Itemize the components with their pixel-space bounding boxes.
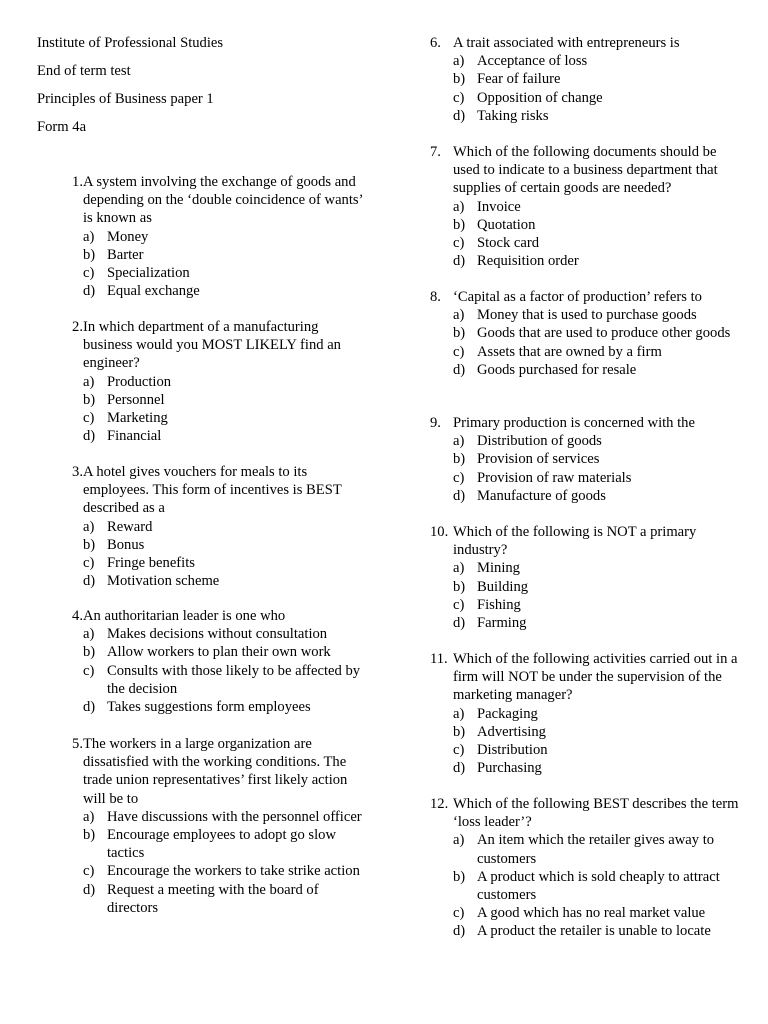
answer-option [453,361,740,379]
test-title: End of term test [37,63,131,79]
question-number [430,795,453,831]
option-letter: b) [453,451,466,468]
option-letter: b) [83,644,96,661]
option-text: Advertising [477,723,546,740]
option-text: Request a meeting with the board of directors [107,881,319,916]
option-letter: d) [453,361,466,378]
answer-option [453,868,740,904]
option-letter: c) [83,410,95,427]
option-list [430,306,740,379]
question-number [37,463,83,518]
question-number [430,650,453,705]
answer-option [453,252,740,270]
answer-option [453,922,740,940]
option-text: Specialization [107,265,190,282]
option-text: Have discussions with the personnel officer [107,808,362,825]
option-list [430,198,740,271]
option-letter: a) [453,705,465,722]
option-letter: b) [83,536,96,553]
option-text: Money that is used to purchase goods [477,307,697,324]
answer-option [453,107,740,125]
option-letter: d) [83,428,96,445]
option-text: Motivation scheme [107,573,220,590]
question-text: A trait associated with entrepreneurs is [453,35,680,51]
answer-option [453,578,740,596]
option-list [37,518,367,591]
answer-option [453,559,740,577]
option-letter: b) [453,723,466,740]
option-text: Encourage employees to adopt go slow tactics [107,827,336,862]
question-number [37,607,83,625]
option-text: Taking risks [477,107,549,124]
answer-option [83,643,367,661]
answer-option [453,89,740,107]
question-number-text: 9. [430,415,441,431]
option-list [430,559,740,632]
question-text: The workers in a large organization are dissatisfied with the working conditions. The trade union representatives’ first likely action will be to [83,736,348,807]
option-letter: d) [453,253,466,270]
question-block [430,650,740,777]
option-text: Packaging [477,705,538,722]
option-text: Fishing [477,596,521,613]
question-text: Which of the following activities carried out in a firm will NOT be under the supervision of the marketing manager? [453,651,738,704]
option-text: Allow workers to plan their own work [107,644,331,661]
option-letter: b) [453,868,466,885]
option-letter: a) [453,307,465,324]
option-letter: a) [83,228,95,245]
answer-option [453,324,740,342]
answer-option [453,487,740,505]
question-stem [430,414,740,432]
question-stem [37,607,367,625]
answer-option [453,614,740,632]
question-text: Which of the following BEST describes the term ‘loss leader’? [453,796,739,831]
answer-option [453,52,740,70]
answer-option [453,432,740,450]
answer-option [453,705,740,723]
answer-option [83,264,367,282]
option-text: Marketing [107,410,168,427]
answer-option [83,391,367,409]
option-letter: c) [453,235,465,252]
option-text: A product which is sold cheaply to attract customers [477,868,720,904]
option-text: Requisition order [477,253,579,270]
option-text: Equal exchange [107,283,200,300]
option-letter: d) [453,107,466,124]
answer-option [83,572,367,590]
option-letter: d) [453,923,466,940]
option-letter: d) [453,760,466,777]
option-letter: c) [83,555,95,572]
question-stem [430,288,740,306]
option-letter: d) [83,699,96,716]
question-text: A hotel gives vouchers for meals to its employees. This form of incentives is BEST described as a [83,464,342,517]
option-letter: a) [453,53,465,70]
option-text: Financial [107,428,162,445]
option-letter: d) [83,573,96,590]
option-text: Opposition of change [477,89,603,106]
option-list [430,432,740,505]
option-letter: c) [453,742,465,759]
answer-option [453,904,740,922]
question-number [37,735,83,808]
option-letter: c) [453,343,465,360]
option-text: Reward [107,518,153,535]
question-number-text: 11. [430,651,448,667]
answer-option [83,862,367,880]
option-text: Goods that are used to produce other goods [477,325,731,342]
question-stem [37,735,367,808]
answer-option [453,759,740,777]
option-letter: b) [83,246,96,263]
question-block [430,34,740,125]
question-number [37,318,83,373]
institute-name: Institute of Professional Studies [37,35,224,51]
option-letter: b) [453,325,466,342]
paper-title: Principles of Business paper 1 [37,91,214,107]
answer-option [453,831,740,867]
option-text: Makes decisions without consultation [107,626,328,643]
answer-option [453,469,740,487]
option-text: Provision of services [477,451,600,468]
question-number-text: 7. [430,144,441,160]
option-list [37,625,367,716]
question-number-text: 1. [72,174,83,190]
question-stem [37,318,367,373]
question-text: A system involving the exchange of goods and depending on the ‘double coincidence of wants’ is known as [83,174,363,227]
question-number-text: 10. [430,524,449,540]
option-text: Encourage the workers to take strike action [107,863,360,880]
option-text: Purchasing [477,760,542,777]
option-list [430,52,740,125]
option-letter: c) [453,905,465,922]
option-text: Stock card [477,235,540,252]
question-stem [430,795,740,831]
option-text: Money [107,228,149,245]
question-block [37,318,367,445]
answer-option [453,306,740,324]
option-letter: c) [83,662,95,679]
answer-option [453,450,740,468]
option-letter: b) [453,216,466,233]
answer-option [83,228,367,246]
option-text: Barter [107,246,144,263]
option-list [37,808,367,917]
question-stem [37,173,367,228]
question-number-text: 8. [430,289,441,305]
answer-option [83,246,367,264]
answer-option [83,536,367,554]
question-number [430,288,453,306]
question-block [37,173,367,300]
option-text: Assets that are owned by a firm [477,343,662,360]
question-stem [430,523,740,559]
option-text: Goods purchased for resale [477,361,637,378]
option-text: Mining [477,560,520,577]
option-letter: d) [453,615,466,632]
answer-option [83,554,367,572]
option-text: Personnel [107,391,165,408]
question-block [37,735,367,917]
question-text: ‘Capital as a factor of production’ refers to [453,289,702,305]
answer-option [83,881,367,917]
option-text: Fringe benefits [107,555,195,572]
question-block [430,795,740,941]
question-number [37,173,83,228]
question-text: In which department of a manufacturing business would you MOST LIKELY find an engineer? [83,319,341,372]
option-letter: d) [83,283,96,300]
question-number [430,414,453,432]
option-letter: c) [453,89,465,106]
answer-option [453,741,740,759]
question-block [430,523,740,632]
answer-option [83,662,367,698]
option-letter: b) [453,71,466,88]
question-number-text: 2. [72,319,83,335]
question-number [430,523,453,559]
option-letter: c) [83,863,95,880]
answer-option [453,216,740,234]
option-text: A good which has no real market value [477,905,706,922]
answer-option [83,808,367,826]
question-block [430,143,740,270]
option-letter: a) [83,373,95,390]
option-list [37,228,367,301]
answer-option [83,282,367,300]
option-list [37,373,367,446]
question-number [430,34,453,52]
option-text: Distribution of goods [477,433,602,450]
option-letter: b) [83,827,96,844]
answer-option [453,70,740,88]
option-letter: c) [453,469,465,486]
option-letter: a) [453,832,465,849]
option-letter: a) [453,433,465,450]
option-list [430,705,740,778]
option-text: Quotation [477,216,536,233]
option-text: Farming [477,615,527,632]
question-stem [430,650,740,705]
option-letter: b) [83,391,96,408]
question-stem [430,143,740,198]
question-text: An authoritarian leader is one who [83,608,286,624]
answer-option [83,427,367,445]
option-text: Consults with those likely to be affected by the decision [107,662,361,697]
option-text: Manufacture of goods [477,487,606,504]
question-text: Which of the following documents should be used to indicate to a business department that supplies of certain goods are needed? [453,144,718,197]
question-text: Primary production is concerned with the [453,415,695,431]
option-list [430,831,740,940]
question-number-text: 3. [72,464,83,480]
question-number-text: 4. [72,608,83,624]
option-text: Takes suggestions form employees [107,699,311,716]
option-letter: a) [83,518,95,535]
option-letter: c) [83,265,95,282]
question-block [37,463,367,590]
question-number-text: 5. [72,736,83,752]
question-number-text: 6. [430,35,441,51]
question-block [37,607,367,716]
answer-option [83,698,367,716]
option-text: Building [477,578,529,595]
option-text: A product the retailer is unable to locate [477,923,711,940]
option-letter: b) [453,578,466,595]
question-number [430,143,453,198]
option-letter: a) [453,560,465,577]
option-text: Distribution [477,742,548,759]
option-letter: a) [83,808,95,825]
option-text: Fear of failure [477,71,561,88]
answer-option [83,625,367,643]
answer-option [453,723,740,741]
option-letter: a) [453,198,465,215]
option-text: Acceptance of loss [477,53,588,70]
question-text: Which of the following is NOT a primary industry? [453,524,697,559]
form-label: Form 4a [37,119,87,135]
answer-option [453,234,740,252]
question-number-text: 12. [430,796,449,812]
answer-option [453,343,740,361]
option-text: Provision of raw materials [477,469,632,486]
option-text: Bonus [107,536,145,553]
answer-option [453,596,740,614]
option-letter: d) [453,487,466,504]
option-text: Invoice [477,198,521,215]
answer-option [83,518,367,536]
question-block [430,288,740,379]
option-letter: d) [83,881,96,898]
answer-option [83,373,367,391]
question-block [430,414,740,505]
option-letter: a) [83,626,95,643]
option-letter: c) [453,596,465,613]
question-stem [37,463,367,518]
option-text: An item which the retailer gives away to customers [477,832,715,867]
question-stem [430,34,740,52]
answer-option [83,826,367,862]
answer-option [83,409,367,427]
answer-option [453,198,740,216]
option-text: Production [107,373,172,390]
